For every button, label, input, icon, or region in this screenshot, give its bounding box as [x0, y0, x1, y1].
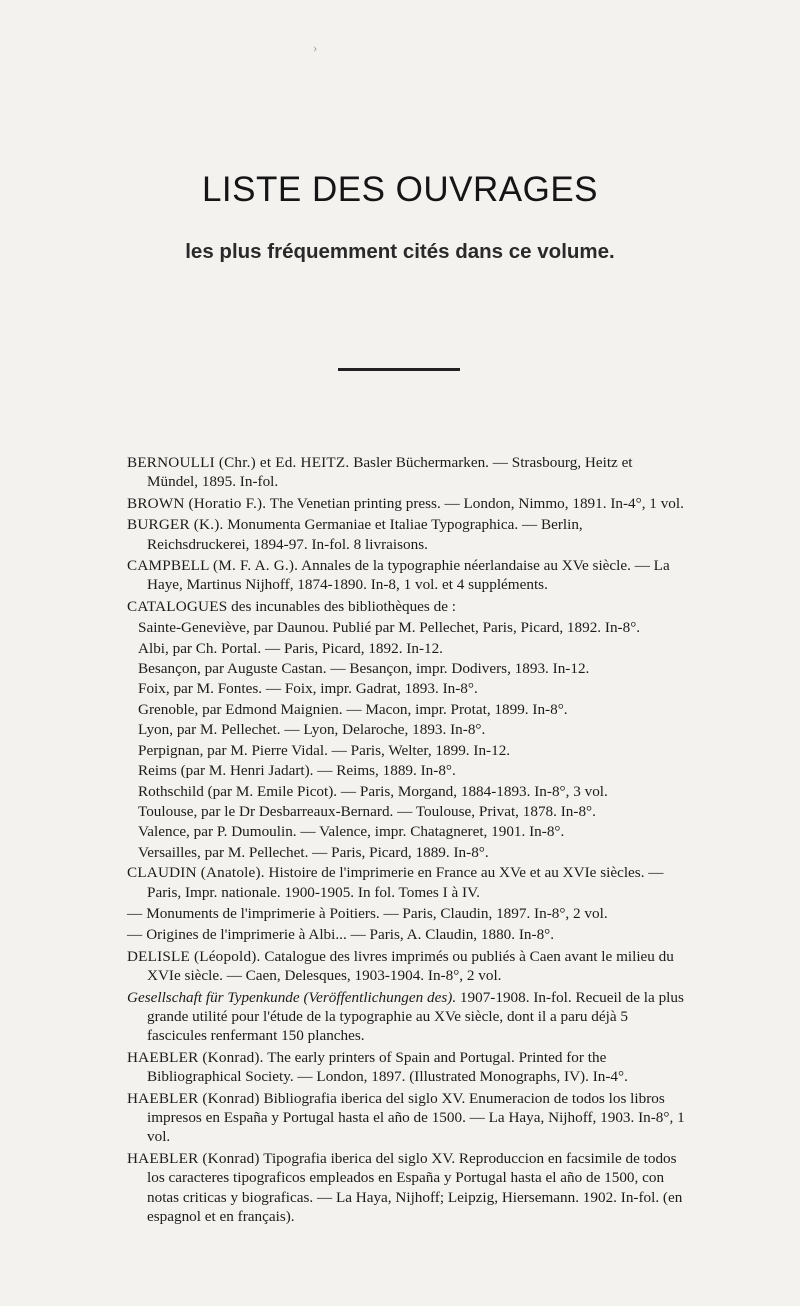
- catalogue-item: Sainte-Geneviève, par Daunou. Publié par M. Pellechet, Paris, Picard, 1892. In-8°.: [138, 619, 641, 637]
- bib-entry-burger: [127, 515, 687, 554]
- page-title: LISTE DES OUVRAGES: [201, 170, 599, 209]
- entry-head: DELISLE (Léopold).: [127, 947, 261, 965]
- entry-head: CATALOGUES: [127, 597, 228, 615]
- entry-body: Catalogue des livres imprimés ou publiés à Caen avant le milieu du XVIe siècle. — Caen, Delesques, 1903-1904. In-8°, 2 vol.: [147, 947, 674, 985]
- page-mark: ›: [313, 40, 318, 55]
- bib-entry-claudin-poitiers: [127, 904, 687, 923]
- entry-body: Monuments de l'imprimerie à Poitiers. — Paris, Claudin, 1897. In-8°, 2 vol.: [142, 904, 608, 922]
- page-subtitle: les plus fréquemment cités dans ce volume.: [185, 240, 615, 263]
- entry-head: BERNOULLI (Chr.) et Ed. HEITZ.: [127, 454, 350, 471]
- catalogue-item: Versailles, par M. Pellechet. — Paris, Picard, 1889. In-8°.: [138, 843, 489, 861]
- catalogue-item: Besançon, par Auguste Castan. — Besançon, impr. Dodivers, 1893. In-12.: [138, 660, 590, 678]
- bib-entry-delisle: [127, 947, 687, 986]
- catalogue-item: Lyon, par M. Pellechet. — Lyon, Delaroche, 1893. In-8°.: [138, 721, 486, 739]
- bib-entry-claudin: [127, 863, 687, 902]
- entry-head: Gesellschaft für Typenkunde (Veröffentlichungen des).: [127, 988, 457, 1006]
- entry-body: Bibliografia iberica del siglo XV. Enumeracion de todos los libros impresos en España y Portugal hasta el año de 1500. — La Haya, Nijhoff, 1903. In-8°, 1 vol.: [147, 1089, 685, 1146]
- bib-entry-brown: [127, 494, 687, 513]
- bib-entry-bernoulli: [127, 453, 687, 492]
- entry-body: The early printers of Spain and Portugal. Printed for the Bibliographical Society. — London, 1897. (Illustrated Monographs, IV). In-4°.: [147, 1048, 628, 1086]
- bib-entry-haebler-tipografia: [127, 1149, 687, 1227]
- bibliography-list: [127, 453, 687, 1228]
- bib-entry-gesellschaft: [127, 988, 687, 1046]
- entry-body: Basler Büchermarken. — Strasbourg, Heitz et Mündel, 1895. In-fol.: [147, 454, 633, 491]
- entry-body: 1907-1908. In-fol. Recueil de la plus grande utilité pour l'étude de la typographie au XVe siècle, dont il a paru déjà 5 fascicules renfermant 150 planches.: [147, 988, 684, 1045]
- entry-body: Tipografia iberica del siglo XV. Reproduccion en facsimile de todos los caracteres tipograficos empleados en España y Portugal hasta el año de 1500, con notas criticas y biograficas. — La Haya, Nijhoff; Leipzig, Hiersemann. 1902. In-fol. (en espagnol et en français).: [147, 1149, 683, 1226]
- entry-head: CLAUDIN (Anatole).: [127, 864, 265, 882]
- entry-body: Origines de l'imprimerie à Albi... — Paris, A. Claudin, 1880. In-8°.: [142, 926, 555, 944]
- bib-entry-campbell: [127, 556, 687, 595]
- catalogue-item: Foix, par M. Fontes. — Foix, impr. Gadrat, 1893. In-8°.: [138, 680, 478, 698]
- entry-head: BROWN (Horatio F.).: [127, 494, 267, 512]
- entry-body: The Venetian printing press. — London, Nimmo, 1891. In-4°, 1 vol.: [266, 494, 684, 512]
- catalogue-item: Valence, par P. Dumoulin. — Valence, impr. Chatagneret, 1901. In-8°.: [138, 823, 565, 841]
- catalogue-item: Grenoble, par Edmond Maignien. — Macon, impr. Protat, 1899. In-8°.: [138, 700, 568, 718]
- bib-entry-haebler-bibliografia: [127, 1089, 687, 1147]
- bib-entry-catalogues: [127, 597, 687, 616]
- catalogue-item: Rothschild (par M. Emile Picot). — Paris, Morgand, 1884-1893. In-8°, 3 vol.: [138, 782, 608, 800]
- entry-body: Monumenta Germaniae et Italiae Typographica. — Berlin, Reichsdruckerei, 1894-97. In-fol. 8 livraisons.: [147, 516, 583, 553]
- entry-body: Annales de la typographie néerlandaise au XVe siècle. — La Haye, Martinus Nijhoff, 1874-1890. In-8, 1 vol. et 4 suppléments.: [147, 557, 670, 594]
- bib-entry-claudin-albi: [127, 925, 687, 944]
- catalogue-item: Toulouse, par le Dr Desbarreaux-Bernard. — Toulouse, Privat, 1878. In-8°.: [138, 802, 596, 820]
- entry-body: des incunables des bibliothèques de :: [227, 597, 456, 615]
- entry-body: Histoire de l'imprimerie en France au XVe et au XVIe siècles. — Paris, Impr. nationale. 1900-1905. In fol. Tomes I à IV.: [147, 864, 664, 901]
- catalogue-item: Albi, par Ch. Portal. — Paris, Picard, 1892. In-12.: [138, 639, 443, 657]
- catalogue-item: Perpignan, par M. Pierre Vidal. — Paris, Welter, 1899. In-12.: [138, 741, 511, 759]
- entry-head: BURGER (K.).: [127, 516, 224, 534]
- entry-head: —: [127, 926, 143, 944]
- bib-entry-haebler-early-printers: [127, 1048, 687, 1087]
- entry-head: HAEBLER (Konrad).: [127, 1048, 264, 1066]
- title-rule: [338, 368, 460, 371]
- entry-head: HAEBLER (Konrad): [127, 1149, 260, 1167]
- catalogue-item: Reims (par M. Henri Jadart). — Reims, 1889. In-8°.: [138, 762, 456, 780]
- entry-head: HAEBLER (Konrad): [127, 1089, 260, 1107]
- entry-head: CAMPBELL (M. F. A. G.).: [127, 557, 299, 575]
- entry-head: —: [127, 904, 143, 922]
